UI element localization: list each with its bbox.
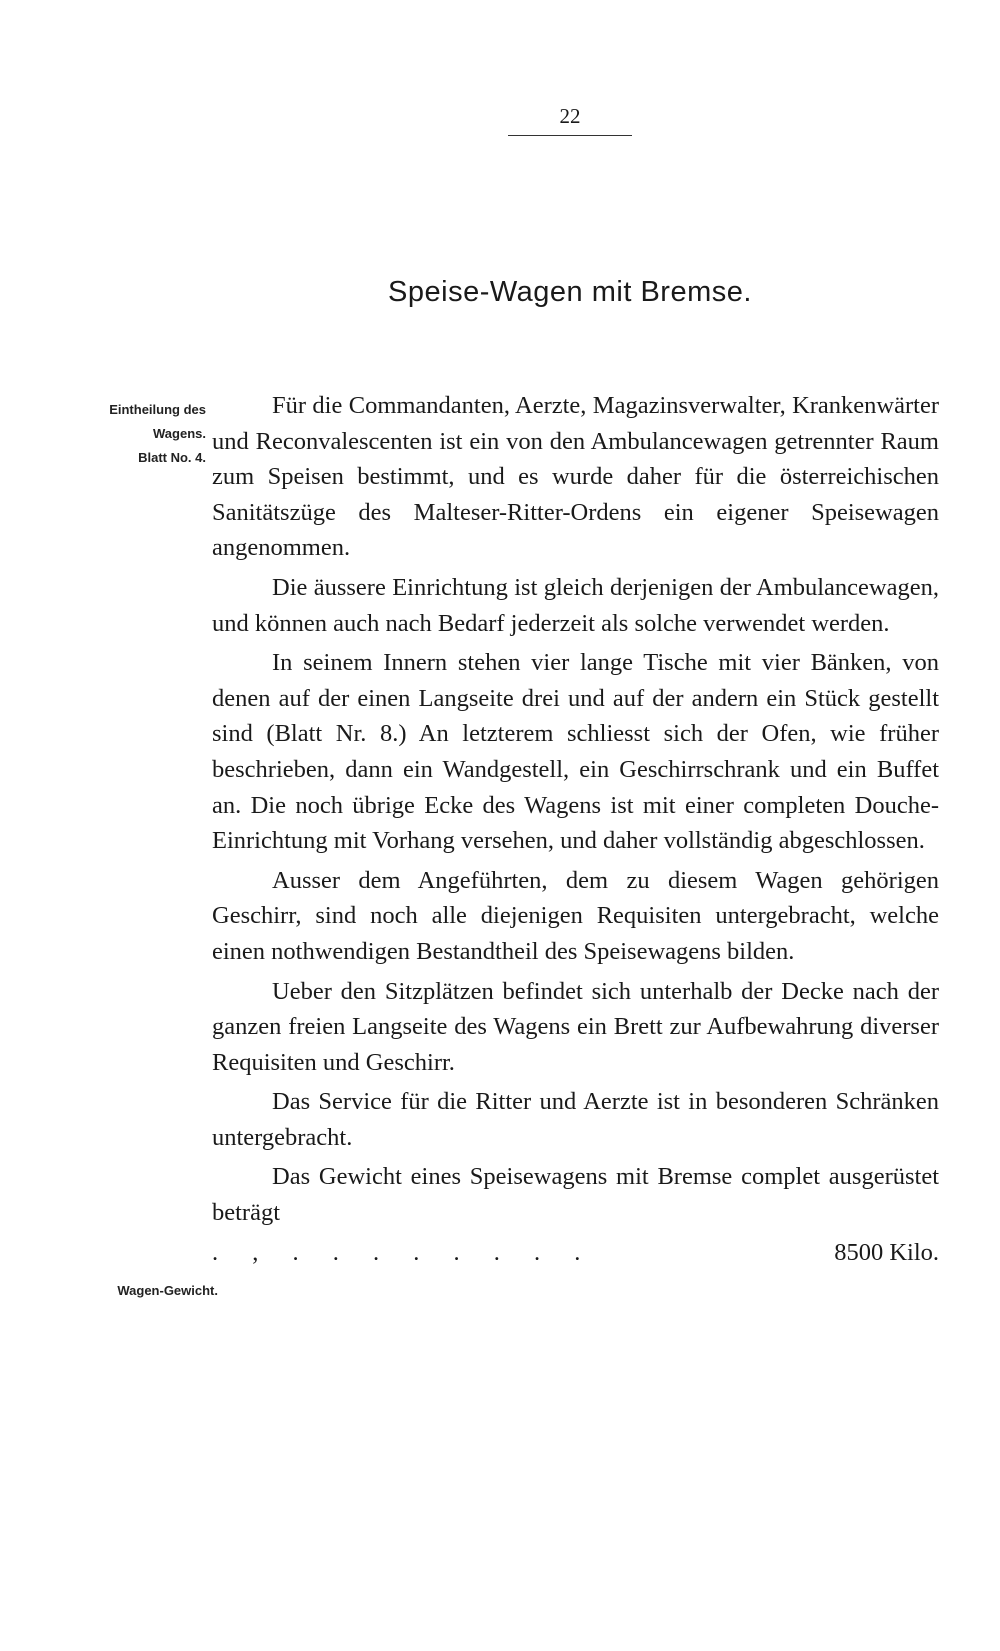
margin-note-line: Wagens. bbox=[153, 426, 206, 441]
body-text bbox=[212, 388, 939, 1270]
paragraph: In seinem Innern stehen vier lange Tische mit vier Bänken, von denen auf der einen Langseite drei und auf der andern ein Stück gestellt sind (Blatt Nr. 8.) An letzterem schliesst sich der Ofen, wie früher beschrieben, dann ein Wandgestell, ein Geschirrschrank und ein Buffet an. Die noch übrige Ecke des Wagens ist mit einer completen Douche-Einrichtung mit Vorhang versehen, und daher vollständig abgeschlossen. bbox=[212, 649, 939, 855]
margin-note-weight: Wagen-Gewicht. bbox=[117, 1283, 218, 1298]
page-number-rule bbox=[508, 135, 632, 136]
page-title: Speise-Wagen mit Bremse. bbox=[388, 276, 752, 308]
paragraph: Das Service für die Ritter und Aerzte ist in besonderen Schränken untergebracht. bbox=[212, 1088, 939, 1151]
margin-note-division bbox=[80, 398, 206, 470]
paragraph: Ausser dem Angeführten, dem zu diesem Wagen gehörigen Geschirr, sind noch alle diejenigen Requisiten untergebracht, welche einen nothwendigen Bestandtheil des Speisewagens bilden. bbox=[212, 866, 939, 965]
paragraph: Die äussere Einrichtung ist gleich derjenigen der Ambulancewagen, und können auch nach Bedarf jederzeit als solche verwendet werden. bbox=[212, 573, 939, 637]
weight-dots: . , . . . . . . . . bbox=[212, 1238, 595, 1266]
margin-note-line: Eintheilung des bbox=[109, 402, 206, 417]
weight-line bbox=[212, 1235, 939, 1271]
paragraph: Für die Commandanten, Aerzte, Magazinsverwalter, Krankenwärter und Reconvalescenten ist ein von den Ambulancewagen getrennter Raum zum Speisen bestimmt, und es wurde daher für die österreichischen Sanitätszüge des Malteser-Ritter-Ordens ein eigener Speisewagen angenommen. bbox=[212, 392, 939, 562]
page-number: 22 bbox=[559, 104, 581, 128]
weight-value: 8500 Kilo. bbox=[834, 1238, 939, 1266]
margin-note-line: Blatt No. 4. bbox=[138, 450, 206, 465]
paragraph: Das Gewicht eines Speisewagens mit Bremse complet ausgerüstet beträgt bbox=[212, 1163, 939, 1227]
paragraph: Ueber den Sitzplätzen befindet sich unterhalb der Decke nach der ganzen freien Langseite des Wagens ein Brett zur Aufbewahrung diverser Requisiten und Geschirr. bbox=[212, 977, 939, 1076]
